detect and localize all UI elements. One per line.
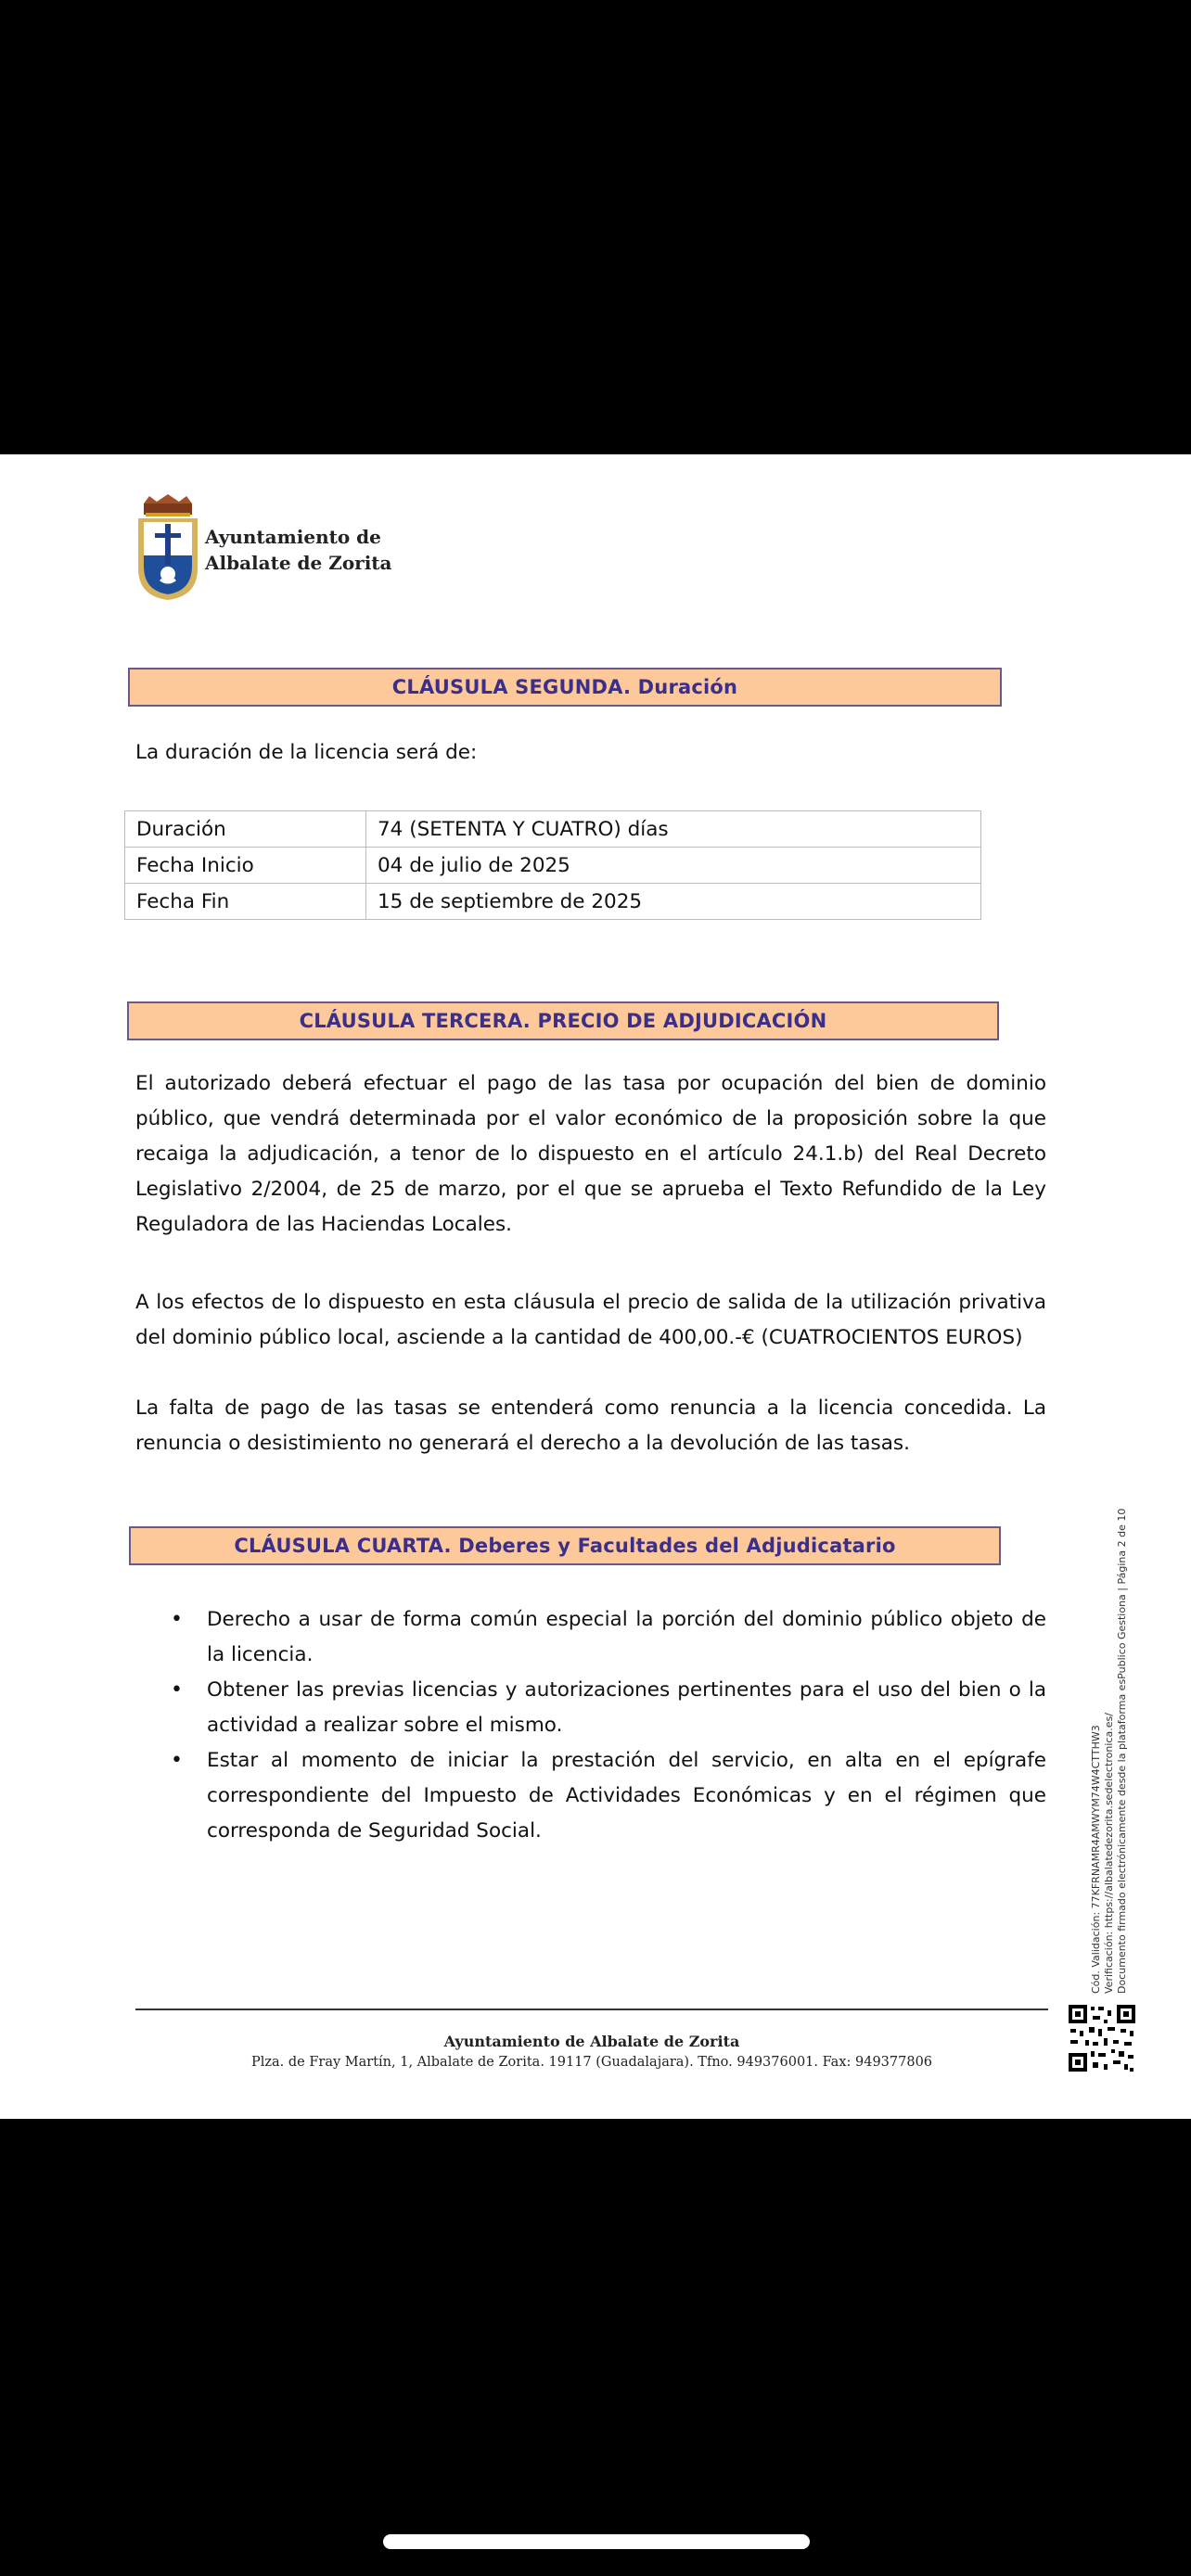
verification-url: Verificación: https://albalatedezorita.sedelectronica.es/ xyxy=(1103,1713,1115,1994)
bullet-icon: • xyxy=(171,1678,183,1702)
footer-divider xyxy=(135,2009,1048,2010)
table-row xyxy=(125,811,981,848)
list-item-text: Obtener las previas licencias y autorizaciones pertinentes para el uso del bien o la actividad a realizar sobre el mismo. xyxy=(207,1678,1046,1737)
list-item xyxy=(135,1602,1046,1673)
clause-2-heading: CLÁUSULA SEGUNDA. Duración xyxy=(128,668,1002,707)
list-item-text: Derecho a usar de forma común especial la porción del dominio público objeto de la licencia. xyxy=(207,1608,1046,1666)
table-row xyxy=(125,848,981,884)
bullet-icon: • xyxy=(171,1749,183,1772)
table-cell-label: Fecha Fin xyxy=(125,884,366,920)
duties-list xyxy=(135,1602,1046,1849)
validation-code: Cód. Validación: 77KFRNAMR4AMWYM74W4CTTHW3 xyxy=(1090,1725,1102,1994)
bullet-icon: • xyxy=(171,1608,183,1631)
table-cell-value: 15 de septiembre de 2025 xyxy=(366,884,981,920)
logo-line-1: Ayuntamiento de xyxy=(205,526,381,548)
table-cell-value: 74 (SETENTA Y CUATRO) días xyxy=(366,811,981,848)
clause-3-paragraph-3: La falta de pago de las tasas se entenderá como renuncia a la licencia concedida. La renuncia o desistimiento no generará el derecho a la devolución de las tasas. xyxy=(135,1396,1046,1455)
municipal-logo xyxy=(133,494,411,606)
table-row xyxy=(125,884,981,920)
clause-4-heading: CLÁUSULA CUARTA. Deberes y Facultades del Adjudicatario xyxy=(129,1526,1001,1565)
validation-sidebar xyxy=(1090,1474,1129,1994)
clause-3-paragraph-1: El autorizado deberá efectuar el pago de las tasa por ocupación del bien de dominio público, que vendrá determinada por el valor económico de la proposición sobre la que recaiga la adjudicación, a tenor de lo dispuesto en el artículo 24.1.b) del Real Decreto Legislativo 2/2004, de 25 de marzo, por el que se aprueba el Texto Refundido de la Ley Reguladora de las Haciendas Locales. xyxy=(135,1072,1046,1236)
footer-title: Ayuntamiento de Albalate de Zorita xyxy=(443,2033,740,2050)
logo-text xyxy=(205,524,391,576)
qr-code-icon[interactable] xyxy=(1067,2003,1137,2073)
table-cell-label: Fecha Inicio xyxy=(125,848,366,884)
clause-3-heading: CLÁUSULA TERCERA. PRECIO DE ADJUDICACIÓN xyxy=(127,1001,999,1040)
clause-2-intro: La duración de la licencia será de: xyxy=(135,741,478,764)
clause-3-paragraph-2: A los efectos de lo dispuesto en esta cláusula el precio de salida de la utilización privativa del dominio público local, asciende a la cantidad de 400,00.-€ (CUATROCIENTOS EUROS) xyxy=(135,1291,1046,1349)
document-page xyxy=(0,454,1191,2119)
coat-of-arms-icon xyxy=(133,494,203,604)
list-item-text: Estar al momento de iniciar la prestación del servicio, en alta en el epígrafe correspondiente del Impuesto de Actividades Económicas y en el régimen que corresponda de Seguridad Social. xyxy=(207,1749,1046,1843)
duration-table xyxy=(124,810,981,920)
logo-line-2: Albalate de Zorita xyxy=(205,552,392,574)
list-item xyxy=(135,1673,1046,1743)
signature-note: Documento firmado electrónicamente desde la plataforma esPublico Gestiona | Página 2 de 10 xyxy=(1116,1508,1128,1994)
home-indicator[interactable] xyxy=(383,2534,810,2549)
list-item xyxy=(135,1743,1046,1849)
table-cell-value: 04 de julio de 2025 xyxy=(366,848,981,884)
table-cell-label: Duración xyxy=(125,811,366,848)
footer-address: Plza. de Fray Martín, 1, Albalate de Zorita. 19117 (Guadalajara). Tfno. 949376001. Fax: 949377806 xyxy=(250,2055,933,2070)
